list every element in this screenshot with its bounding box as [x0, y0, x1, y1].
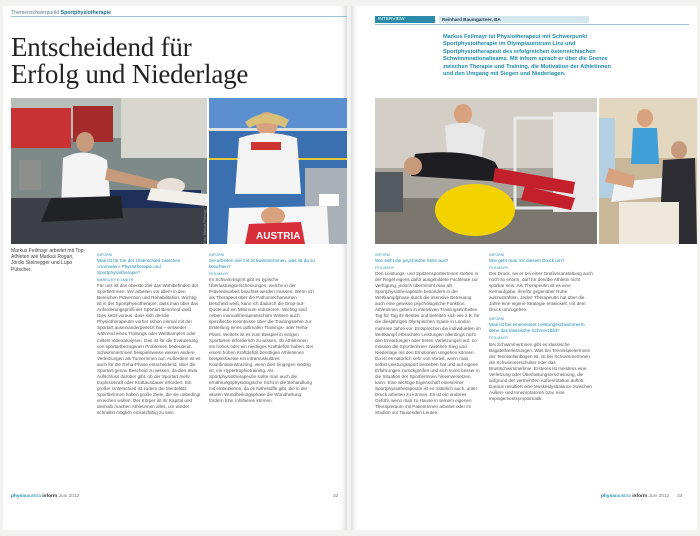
footer-issue: Juni 2012	[58, 494, 80, 499]
tagline-topic: Sportphysiotherapie	[60, 10, 112, 16]
footer-left	[11, 494, 79, 499]
header-rule-right	[375, 24, 689, 25]
header-rule	[11, 16, 347, 24]
author-tab	[439, 16, 589, 23]
left-page	[3, 6, 347, 530]
photo-caption: Markus Feilmayr arbeitet mit Top-Athleten wie Markus Rogan, Jördis Steinegger und Lupo Pütscher.	[11, 248, 86, 273]
svg-text:AUSTRIA: AUSTRIA	[256, 231, 301, 242]
footer-right	[601, 494, 669, 499]
answer-text: Im Schwimmsport gibt es typische Überlastungserscheinungen, welche in der Präventivarbeit beachtet werden müssen. Wenn ich als Therapeut über die Pathomechanismen Bescheid weiß, kann ich dadurch die Drop-out-Quote auf ein Minimum reduzieren. Wichtig sind neben manualtherapeutischem Wissen auch spezifische Kenntnisse über die Trainingslehre zur Erstellung eines optimalen Trainings- oder Reha-Plans. Weiters ist es zum Beispiel in einigen Sportarten erforderlich zu wissen, ob Athletinnen ein hohes oder ein niedriges Kraftdefizit haben. Bei einem hohen Kraftdefizit benötigen Athletinnen beispielsweise ein intramuskuläres Koordinationstraining, wenn dies hingegen niedrig ist, ein Hypertrophietraining. Als Sportphysiotherapeutin sollte man auch die ernährungsphysiologische Sicht in die Behandlung mit einbeziehen, da es Nährstoffe gibt, die in der akuten Wundheilungsphase die Wundheilung fördern bzw. inhibieren können.	[209, 277, 314, 404]
footer-brand-physio: physio	[11, 494, 27, 499]
question-label: INFORM	[489, 317, 505, 322]
question-label: INFORM	[375, 253, 391, 257]
author-name: Reinhard Baumgartner, BA	[442, 17, 501, 22]
answer-text: Bei SchwimmerInnen gibt es klassische Bagatellverletzungen. Was bei TennisspielerInnen der Tennisellenbogen ist, ist bei SchwimmerInnen die Schwimmerschulter oder das Brustschwimmerknie. Ersteres ist meistens eine Verletzung oder Überlastungserscheinung, die aufgrund der vermehrten Außenrotation auftritt. Daraus resultiert eine Muskeldysbalance zwischen Außen- und Innenrotatoren bzw. eine Impingementsymptomatik.	[489, 341, 592, 401]
intro-text: Markus Feilmayr ist Physiotherapeut mit Schwerpunkt Sportphysiotherapie im Olympiazentrum Linz und Sportphysiotherapeut des erfolgreichen österreichischen Schwimmnationalteams. Mit inform sprach er über die Grenze zwischen Therapie und Training, die Motivation der Athletinnen und den Umgang mit Siegen und Niederlagen.	[443, 34, 611, 78]
page-number-right: 33	[677, 494, 683, 499]
answer-label: FEILMAYR	[489, 336, 509, 341]
interview-label: INTERVIEW	[378, 17, 405, 22]
photo-pool-art	[209, 98, 347, 244]
photo-bench-stretch	[599, 98, 697, 244]
article-title	[11, 34, 248, 88]
photo-credit: Foto: Markus Feilmayr	[203, 209, 207, 244]
photo-bench-art	[599, 98, 697, 244]
interview-question: Was ist für Sie der Unterschied zwischen »normaler« Physiotherapie und Sportphysiotherapie?	[97, 258, 181, 276]
interview-question: Wie geht man mit diesem Druck um?	[489, 258, 565, 264]
column-2	[209, 252, 315, 407]
photo-gym-stretching	[11, 98, 207, 244]
photo-gym-art	[11, 98, 207, 244]
photo-pool-massage	[209, 98, 347, 244]
photo-exercise-ball	[375, 98, 597, 244]
interview-question: Sie arbeiten viel mit SchwimmerInnen, was ist da zu beachten?	[209, 258, 315, 270]
interview-question: Was ist bei einem/einer LeistungsschwimmerIn denn das klassische Schmerzbild?	[489, 322, 585, 334]
tagline-prefix: Themenschwerpunkt	[11, 10, 60, 16]
question-label: INFORM	[489, 253, 505, 257]
question-label: INFORM	[97, 253, 113, 257]
answer-label: FEILMAYR	[489, 266, 509, 271]
answer-text: Für uns ist das oberste Ziel das Wohlbefinden der SportlerInnen. Wir arbeiten vor allem in den Bereichen Prävention und Rehabilitation. Wichtig ist in der Sportphysiotherapie, dass man über das Anforderungsprofil der Sportart Bescheid weiß. Dies setzt voraus, dass sich der/die PhysiotherapeutIn vorher schon einmal mit der Sportart auseinandergesetzt hat – entweder während eines Trainings oder Wettkampfes oder mittels Videoanalysen. Das ist für die Evaluierung von sportartbezogenen Problemen bedeutend. SchwimmerInnen beispielsweise weisen andere Verletzungen als TurnerInnen auf. Außerdem ist es auch für die Reha-Phase entscheidend, über die Sportart genau Bescheid zu wissen, da dies etwa Aufschluss darüber gibt, ob der Sportart mehr Explosivkraft oder Kraftausdauer erfordert. Ein großer Unterschied ist zudem die Mentalität: SportlerInnen haben große Ziele, die sie unbedingt erreichen wollen. Der Körper ist ihr Kapital und deshalb machen Athletinnen alles, um wieder schnellst möglich einsatzfähig zu sein.	[97, 283, 201, 416]
column-4	[489, 252, 595, 405]
right-page	[351, 6, 697, 530]
answer-label: FEILMAYR	[375, 266, 395, 271]
footer-magazine-right: inform	[632, 494, 648, 499]
footer-magazine: inform	[42, 494, 58, 499]
answer-label: MARKUS FEILMAYR	[97, 278, 134, 283]
photo-ball-art	[375, 98, 597, 244]
column-3	[375, 252, 481, 419]
column-1	[97, 252, 201, 419]
answer-text: Den Leistungs- und SpitzensportlerInnen stehen in der Regel eigens dafür ausgebildete Fachleute zur Verfügung, jedoch übernimmt man als SportphysiotherapeutIn besonders in der Wettkampfphase durch die intensive Betreuung auch eine gewisse psychologische Funktion. Athletinnen geben in intensiven Trainingseinheiten Tag für Tag ihr Bestes und bereiten sich wie z.B. für die diesjährigen Olympischen Spiele in London mehrere Jahre vor. Entsprechen die individuellen im Wettkampf erbrachten Leistungen allerdings nicht den Erwartungen oder treten Verletzungen auf, so müssen die Sportlerinnen zwischen Sieg und Niederlage mit den Emotionen umgehen können. Da ist es natürlich sehr von Vorteil, wenn man selbst Leistungssport betrieben hat und auf eigene Erfahrungen zurückgreifen und sich somit besser in die Situation der SportlerInnen hineinversetzen kann. Eine wichtige Eigenschaft eines/einer Sportphysiotherapeutin ist es natürlich auch, unter Druck arbeiten zu können. Es ist ein anderes Gefühl, wenn man zu Hause in seinem eigenen Therapieraum mit PatientInnen arbeitet oder im Stadion vor Tausenden Leuten.	[375, 271, 481, 416]
page-number-left: 32	[333, 494, 339, 499]
answer-label: FEILMAYR	[209, 272, 229, 277]
interview-question: Wie sieht die psychische Seite aus?	[375, 258, 449, 264]
footer-issue-right: Juni 2012	[648, 494, 670, 499]
footer-brand-physio-right: physio	[601, 494, 617, 499]
footer-brand-austria: austria	[26, 494, 41, 499]
question-label: INFORM	[209, 253, 225, 257]
title-line-2: Erfolg und Niederlage	[11, 59, 249, 89]
title-line-1: Entscheidend für	[11, 32, 192, 62]
interview-tab	[375, 16, 435, 23]
answer-text: Der Druck, sei er bei einer Großveranstaltung auch noch so enorm, darf für den/die Athletin nicht spürbar sein. Als Therapeutin ist es eine Kernaufgabe, ihm/ihr gegenüber Ruhe auszustrahlen. Jede/r TherapeutIn hat über die Jahre eine eigene Strategie entwickelt, mit dem Druck umzugehen.	[489, 271, 593, 313]
footer-brand-austria-right: austria	[616, 494, 631, 499]
